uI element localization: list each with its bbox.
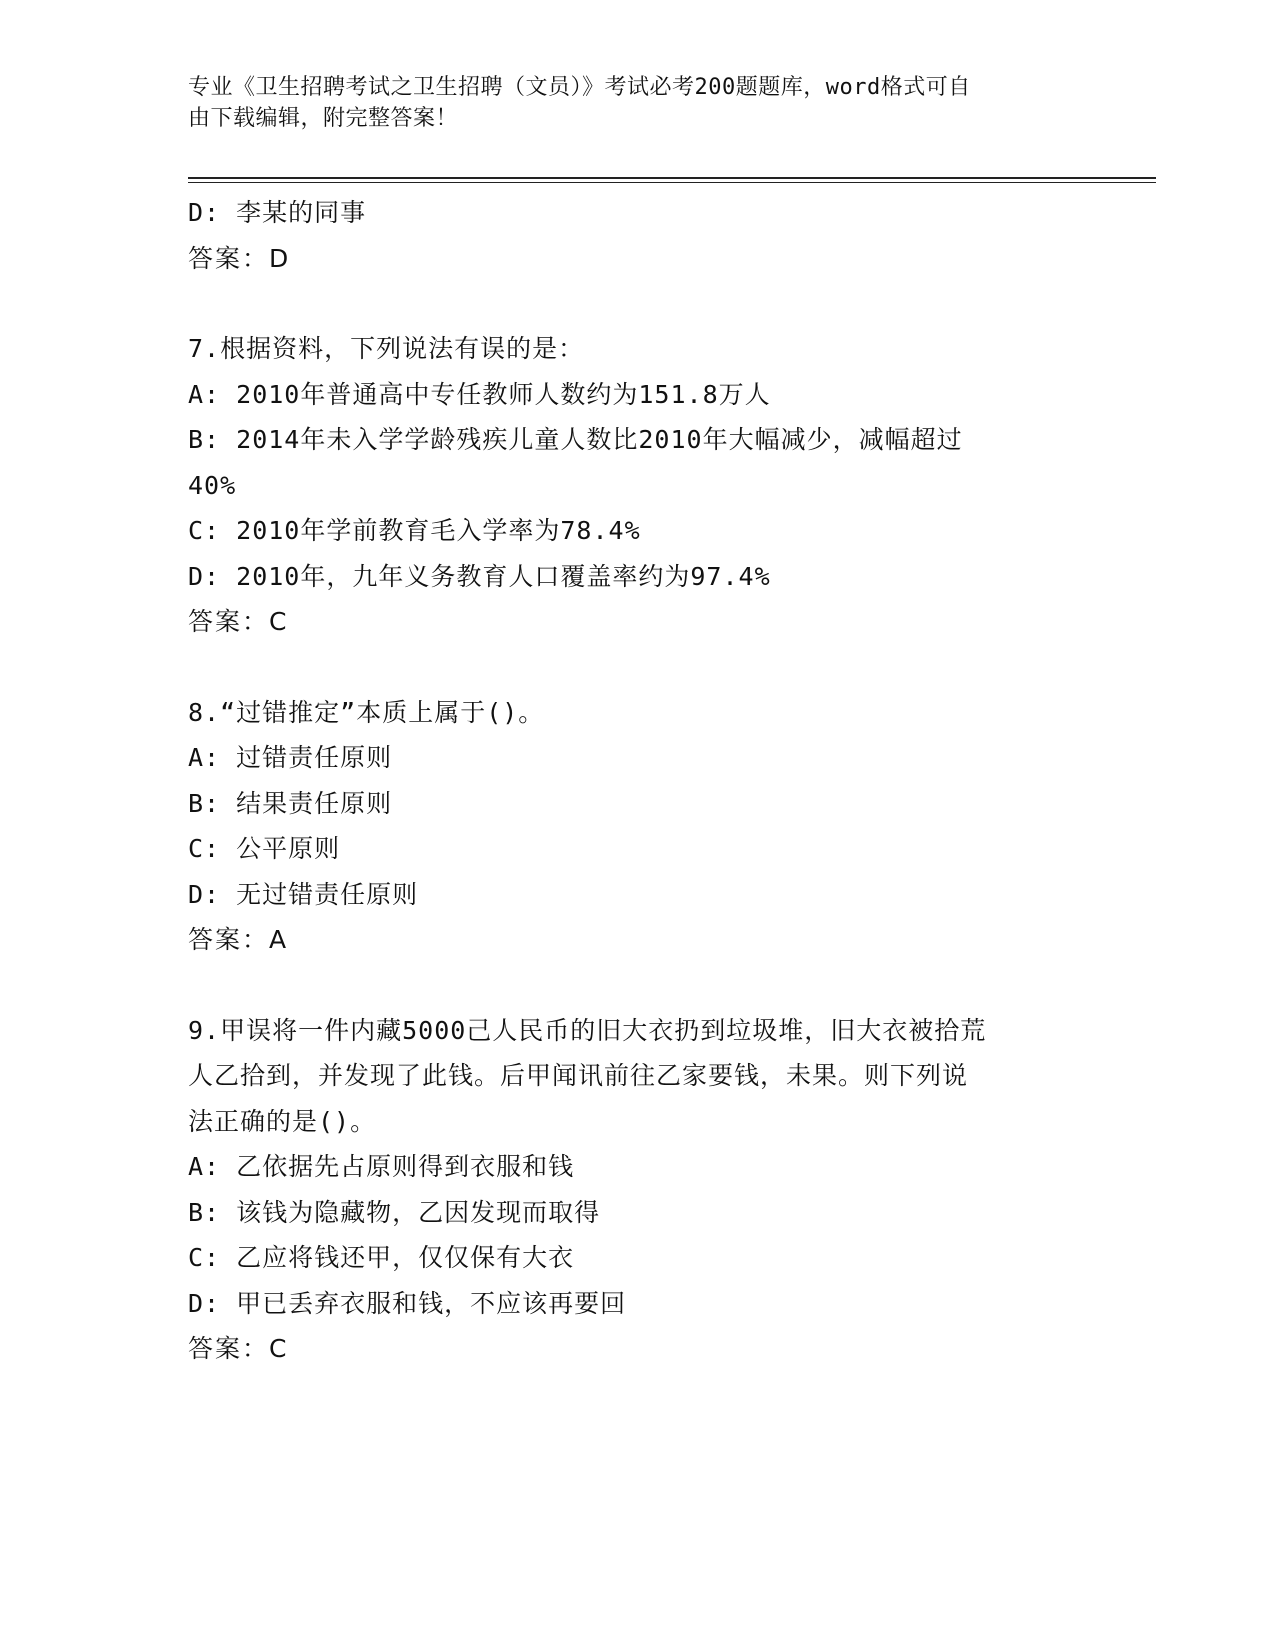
spacer (188, 963, 1088, 1008)
question-block-8 (188, 690, 1088, 963)
option-c: C: 乙应将钱还甲，仅仅保有大衣 (188, 1243, 575, 1272)
option-d: D: 李某的同事 (188, 198, 367, 227)
answer-line: 答案：C (188, 1334, 289, 1363)
answer-line: 答案：A (188, 925, 289, 954)
question-list (188, 190, 1088, 1372)
option-d: D: 无过错责任原则 (188, 879, 419, 909)
header-line-1: 专业《卫生招聘考试之卫生招聘（文员）》考试必考200题题库，word格式可自 (188, 75, 971, 100)
question-stem: 9.甲误将一件内藏5000己人民币的旧大衣扔到垃圾堆，旧大衣被拾荒 (188, 1015, 987, 1045)
option-c: C: 公平原则 (188, 834, 341, 863)
document-header (188, 72, 1088, 134)
answer-line: 答案：D (188, 243, 291, 273)
option-c: C: 2010年学前教育毛入学率为78.4% (188, 516, 641, 545)
header-rule-thin (188, 182, 1156, 183)
question-stem-continued: 人乙拾到，并发现了此钱。后甲闻讯前往乙家要钱，未果。则下列说 (188, 1061, 969, 1090)
spacer (188, 645, 1088, 690)
option-b: B: 2014年未入学学龄残疾儿童人数比2010年大幅减少，减幅超过 (188, 425, 963, 454)
option-d: D: 2010年，九年义务教育人口覆盖率约为97.4% (188, 561, 771, 591)
option-b: B: 结果责任原则 (188, 788, 393, 818)
option-a: A: 过错责任原则 (188, 743, 393, 772)
question-block-9 (188, 1008, 1088, 1372)
question-stem-continued: 法正确的是()。 (188, 1106, 377, 1136)
option-b-continued: 40% (188, 470, 237, 500)
header-line-2: 由下载编辑，附完整答案！ (188, 106, 459, 131)
option-a: A: 乙依据先占原则得到衣服和钱 (188, 1152, 575, 1181)
question-block-7 (188, 326, 1088, 645)
question-stem: 7.根据资料，下列说法有误的是： (188, 334, 585, 363)
answer-line: 答案：C (188, 607, 289, 636)
option-a: A: 2010年普通高中专任教师人数约为151.8万人 (188, 379, 771, 409)
option-d: D: 甲已丢弃衣服和钱，不应该再要回 (188, 1288, 627, 1318)
option-b: B: 该钱为隐藏物，乙因发现而取得 (188, 1197, 601, 1227)
question-stem: 8.“过错推定”本质上属于()。 (188, 697, 545, 727)
question-block-prev (188, 190, 1088, 281)
header-rule-thick (188, 177, 1156, 179)
spacer (188, 281, 1088, 326)
